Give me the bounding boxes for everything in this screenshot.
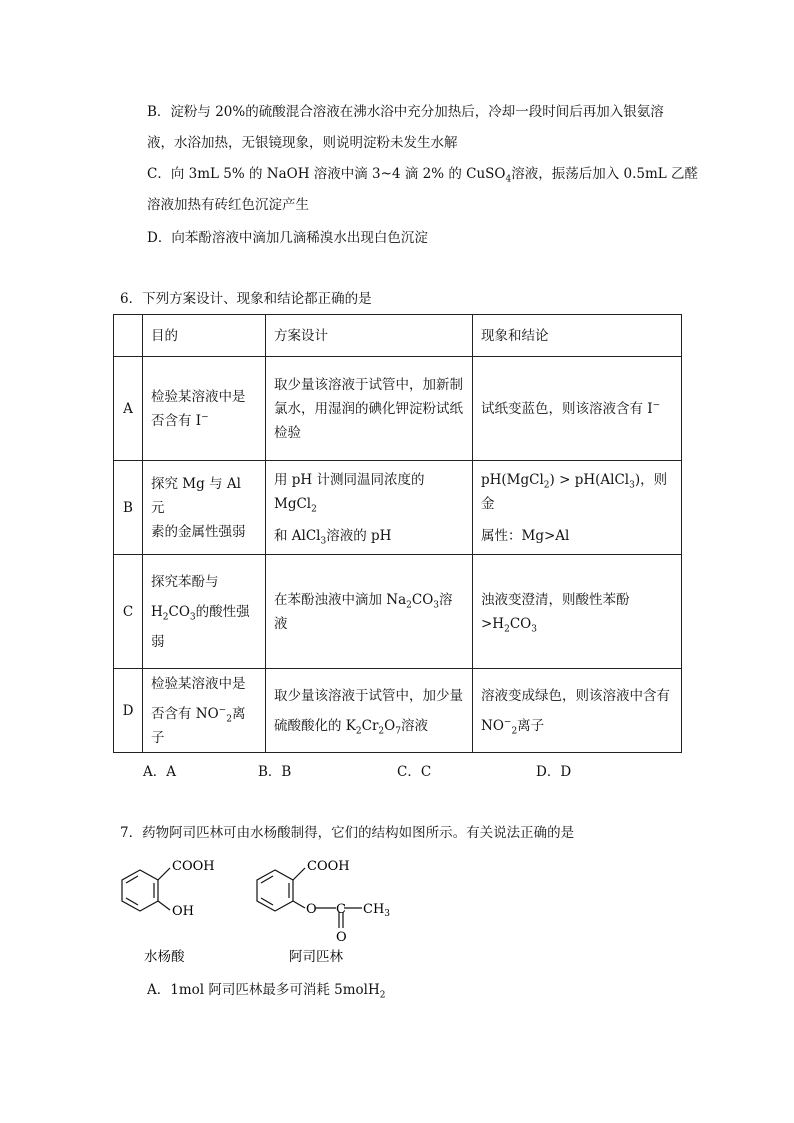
row-label: C <box>114 555 143 669</box>
table-row <box>114 357 682 461</box>
row-design: 取少量该溶液于试管中，加少量 硫酸酸化的 $K_2Cr_2O_7$溶液 <box>266 669 473 753</box>
row-label: B <box>114 461 143 555</box>
row-label: A <box>114 357 143 461</box>
benzene-ring <box>122 870 158 911</box>
q7-stem: 7．药物阿司匹林可由水杨酸制得，它们的结构如图所示。有关说法正确的是 <box>120 825 575 841</box>
q5-option-c-line2: 溶液加热有砖红色沉淀产生 <box>147 197 309 213</box>
q5-option-d: D．向苯酚溶液中滴加几滴稀溴水出现白色沉淀 <box>147 230 428 246</box>
aspirin-structure <box>257 868 362 928</box>
row-result: pH(MgCl$_2$) > pH(AlCl$_3$)，则金 属性：Mg>Al <box>473 461 682 555</box>
q7-structures-figure <box>110 848 400 973</box>
aspirin-carbonyl-c-label: C <box>336 902 346 917</box>
header-empty-cell <box>114 315 143 357</box>
row-design: 用 pH 计测同温同浓度的 MgCl$_2$ 和 AlCl$_3$溶液的 pH <box>266 461 473 555</box>
row-purpose: 探究苯酚与 $H_2CO_3$的酸性强 弱 <box>143 555 266 669</box>
table-row <box>114 461 682 555</box>
table-header-row <box>114 315 682 357</box>
q5-option-b-line1: B．淀粉与 20%的硫酸混合溶液在沸水浴中充分加热后，冷却一段时间后再加入银氨溶 <box>147 104 664 120</box>
row-label: D <box>114 669 143 753</box>
row-result: 浊液变澄清，则酸性苯酚$>H_2CO_3$ <box>473 555 682 669</box>
q6-choice-c: C．C <box>397 764 432 780</box>
table-row <box>114 669 682 753</box>
row-purpose: 检验某溶液中是 否含有 $NO^-_2$离子 <box>143 669 266 753</box>
aspirin-name: 阿司匹林 <box>289 949 343 965</box>
aspirin-ether-o-label: O <box>306 902 317 917</box>
q6-choice-b: B．B <box>258 764 292 780</box>
q5-option-c-line1: C．向 3mL 5% 的 NaOH 溶液中滴 3~4 滴 2% 的 CuSO$_4$溶液，振荡后加入 0.5mL 乙醛 <box>147 166 699 185</box>
header-result: 现象和结论 <box>473 315 682 357</box>
q6-choice-a: A．A <box>143 764 176 780</box>
header-design: 方案设计 <box>266 315 473 357</box>
aspirin-methyl-label: $CH_3$ <box>363 902 391 919</box>
row-result: 试纸变蓝色，则该溶液含有 I− <box>473 357 682 461</box>
header-purpose: 目的 <box>143 315 266 357</box>
aspirin-cooh-label: COOH <box>307 859 350 874</box>
salicylic-cooh-label: COOH <box>172 859 215 874</box>
row-design: 在苯酚浊液中滴加 $Na_2CO_3$溶液 <box>266 555 473 669</box>
aspirin-carbonyl-o-label: O <box>336 930 347 945</box>
row-design: 取少量该溶液于试管中，加新制 氯水，用湿润的碘化钾淀粉试纸 检验 <box>266 357 473 461</box>
row-result: 溶液变成绿色，则该溶液中含有 $NO^-_2$离子 <box>473 669 682 753</box>
q6-choice-d: D．D <box>536 764 572 780</box>
table-row <box>114 555 682 669</box>
row-purpose: 检验某溶液中是 否含有 I− <box>143 357 266 461</box>
q6-table <box>113 314 682 753</box>
salicylic-acid-name: 水杨酸 <box>144 949 185 965</box>
benzene-ring <box>257 870 293 911</box>
salicylic-oh-label: OH <box>172 904 194 919</box>
row-purpose: 探究 Mg 与 Al 元 素的金属性强弱 <box>143 461 266 555</box>
q5-option-b-line2: 液，水浴加热，无银镜现象，则说明淀粉未发生水解 <box>147 135 458 151</box>
q6-stem: 6．下列方案设计、现象和结论都正确的是 <box>120 291 372 307</box>
salicylic-acid-structure <box>122 868 170 911</box>
q7-option-a: A．1mol 阿司匹林最多可消耗 5molH$_2$ <box>147 982 386 1001</box>
